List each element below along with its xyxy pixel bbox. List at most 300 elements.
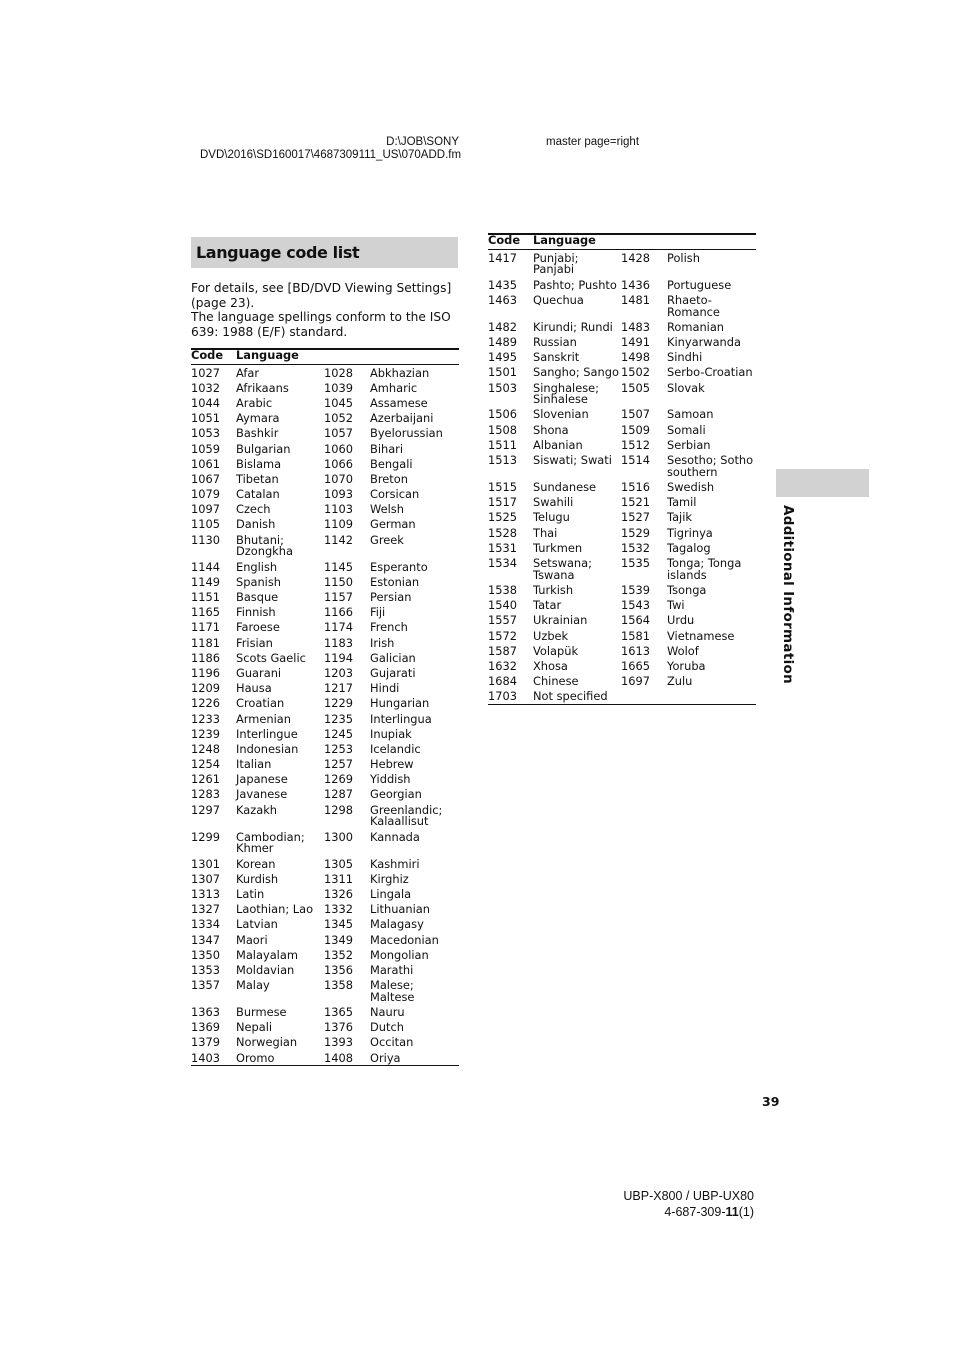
language-cell: English (236, 559, 278, 574)
language-cell: Bulgarian (236, 441, 291, 456)
code-cell: 1039 (324, 380, 353, 395)
language-cell: French (370, 620, 408, 635)
language-cell: Marathi (370, 962, 414, 977)
intro-paragraph-2: The language spellings conform to the ISO 639: 1988 (E/F) standard. (191, 310, 451, 339)
language-cell: Nepali (236, 1020, 273, 1035)
intro-paragraph-1: For details, see [BD/DVD Viewing Settings] (page 23). (191, 281, 452, 310)
code-cell: 1165 (191, 605, 220, 620)
language-cell: Urdu (667, 613, 695, 628)
code-cell: 1044 (191, 395, 220, 410)
language-cell: Finnish (236, 605, 276, 620)
language-cell: Punjabi; Panjabi (533, 250, 579, 277)
language-cell: Faroese (236, 620, 280, 635)
language-cell: Lithuanian (370, 902, 430, 917)
language-cell: Kurdish (236, 871, 279, 886)
code-cell: 1505 (621, 380, 650, 395)
code-cell: 1150 (324, 574, 353, 589)
language-cell: Malagasy (370, 917, 424, 932)
code-cell: 1028 (324, 365, 353, 380)
code-cell: 1203 (324, 665, 353, 680)
code-cell: 1326 (324, 886, 353, 901)
page-number: 39 (762, 1094, 780, 1109)
language-cell: Bashkir (236, 426, 279, 441)
language-cell: Vietnamese (667, 628, 735, 643)
code-cell: 1587 (488, 643, 517, 658)
language-cell: Hebrew (370, 757, 414, 772)
code-cell: 1489 (488, 334, 517, 349)
language-cell: Czech (236, 502, 271, 517)
code-cell: 1059 (191, 441, 220, 456)
master-page-label: master page=right (546, 136, 640, 148)
code-cell: 1665 (621, 658, 650, 673)
code-cell: 1254 (191, 757, 220, 772)
language-cell: Lingala (370, 886, 412, 901)
code-cell: 1703 (488, 691, 533, 704)
language-cell: Uzbek (533, 628, 569, 643)
language-cell: Greek (370, 532, 404, 547)
language-cell: Polish (667, 250, 700, 265)
section-side-tab (776, 469, 869, 497)
language-cell: Turkmen (533, 540, 583, 555)
code-cell: 1511 (488, 437, 517, 452)
code-cell: 1376 (324, 1020, 353, 1035)
language-cell: Hungarian (370, 696, 430, 711)
language-cell: Tagalog (667, 540, 711, 555)
language-cell: Kashmiri (370, 856, 420, 871)
language-cell: Occitan (370, 1035, 414, 1050)
language-cell: Frisian (236, 635, 273, 650)
code-cell: 1363 (191, 1005, 220, 1020)
code-cell: 1093 (324, 487, 353, 502)
language-cell: Slovak (667, 380, 705, 395)
code-cell: 1352 (324, 947, 353, 962)
table-row (191, 980, 459, 1007)
code-cell: 1365 (324, 1005, 353, 1020)
language-cell: Tibetan (236, 471, 279, 486)
language-cell: Galician (370, 650, 416, 665)
code-cell: 1517 (488, 495, 517, 510)
file-path-header (200, 136, 462, 162)
code-cell: 1379 (191, 1035, 220, 1050)
language-cell: Sindhi (667, 350, 703, 365)
section-title: Language code list (196, 243, 360, 262)
table-row (488, 383, 756, 410)
code-cell: 1257 (324, 757, 353, 772)
table-row (191, 1053, 459, 1066)
language-cell: Swedish (667, 480, 715, 495)
code-cell: 1572 (488, 628, 517, 643)
column-header-language: Language (236, 349, 459, 365)
code-cell: 1350 (191, 947, 220, 962)
code-cell: 1103 (324, 502, 353, 517)
code-cell: 1538 (488, 582, 517, 597)
code-cell: 1697 (621, 674, 650, 689)
code-cell: 1482 (488, 319, 517, 334)
language-cell: Kirundi; Rundi (533, 319, 613, 334)
file-path-line-1: D:\JOB\SONY (386, 136, 459, 148)
code-cell: 1684 (488, 674, 517, 689)
language-cell: Moldavian (236, 962, 295, 977)
language-cell: Estonian (370, 574, 420, 589)
language-cell: Rhaeto-Romance (667, 292, 720, 319)
language-cell: Shona (533, 422, 569, 437)
code-cell: 1532 (621, 540, 650, 555)
language-cell: Burmese (236, 1005, 287, 1020)
code-cell: 1144 (191, 559, 220, 574)
code-cell: 1501 (488, 365, 517, 380)
table-row (488, 455, 756, 482)
table-row (488, 250, 756, 280)
language-cell: Turkish (533, 582, 574, 597)
language-cell: Kannada (370, 829, 420, 844)
language-cell: Macedonian (370, 932, 439, 947)
code-cell: 1403 (191, 1053, 236, 1066)
language-cell: Bislama (236, 456, 282, 471)
language-cell: Malay (236, 978, 270, 993)
code-cell: 1051 (191, 411, 220, 426)
language-cell: Corsican (370, 487, 420, 502)
code-cell: 1345 (324, 917, 353, 932)
language-cell: Spanish (236, 574, 281, 589)
code-cell: 1305 (324, 856, 353, 871)
language-cell: Scots Gaelic (236, 650, 306, 665)
code-cell: 1535 (621, 555, 650, 570)
language-cell: Mongolian (370, 947, 429, 962)
language-cell: Yiddish (370, 772, 411, 787)
code-cell: 1506 (488, 407, 517, 422)
code-cell: 1297 (191, 802, 220, 817)
language-cell: Greenlandic; Kalaallisut (370, 802, 443, 829)
code-cell: 1079 (191, 487, 220, 502)
language-cell: Interlingue (236, 726, 298, 741)
code-cell: 1353 (191, 962, 220, 977)
language-cell: Abkhazian (370, 365, 430, 380)
code-cell: 1435 (488, 277, 517, 292)
code-cell: 1130 (191, 532, 220, 547)
code-cell: 1066 (324, 456, 353, 471)
code-cell: 1298 (324, 802, 353, 817)
language-cell: Malese; Maltese (370, 978, 415, 1004)
language-cell: Yoruba (667, 658, 706, 673)
language-cell: Breton (370, 471, 408, 486)
language-cell: Bhutani; Dzongkha (236, 532, 293, 559)
code-cell: 1174 (324, 620, 353, 635)
language-cell: Japanese (236, 772, 288, 787)
code-cell: 1171 (191, 620, 220, 635)
code-cell: 1503 (488, 380, 517, 395)
column-header-code: Code (191, 349, 236, 365)
language-cell: Thai (533, 525, 558, 540)
code-cell: 1349 (324, 932, 353, 947)
part-suffix: (1) (738, 1205, 754, 1219)
part-bold: 11 (725, 1205, 739, 1219)
code-cell: 1347 (191, 932, 220, 947)
language-cell: Laothian; Lao (236, 902, 314, 917)
language-cell: Latin (236, 886, 265, 901)
language-cell: Zulu (667, 674, 693, 689)
language-cell: Italian (236, 757, 272, 772)
code-cell: 1509 (621, 422, 650, 437)
column-header-code: Code (488, 234, 533, 250)
code-cell: 1313 (191, 886, 220, 901)
code-cell: 1512 (621, 437, 650, 452)
code-cell: 1557 (488, 613, 517, 628)
code-cell: 1053 (191, 426, 220, 441)
code-cell: 1151 (191, 590, 220, 605)
language-cell: Tonga; Tonga islands (667, 555, 742, 582)
code-cell: 1057 (324, 426, 353, 441)
language-cell: Tigrinya (667, 525, 713, 540)
code-cell: 1531 (488, 540, 517, 555)
footer-model: UBP-X800 / UBP-UX80 (623, 1189, 754, 1203)
code-cell: 1097 (191, 502, 220, 517)
language-cell: Chinese (533, 674, 579, 689)
language-cell: Guarani (236, 665, 282, 680)
code-cell: 1514 (621, 453, 650, 468)
language-code-table-left (191, 348, 459, 1066)
language-cell: Sundanese (533, 480, 597, 495)
code-cell: 1194 (324, 650, 353, 665)
language-cell: Bengali (370, 456, 413, 471)
language-cell: Sanskrit (533, 350, 580, 365)
language-cell: Fiji (370, 605, 386, 620)
language-cell: Bihari (370, 441, 404, 456)
code-cell: 1229 (324, 696, 353, 711)
language-cell: Romanian (667, 319, 725, 334)
code-cell: 1540 (488, 598, 517, 613)
code-cell: 1515 (488, 480, 517, 495)
language-cell: Indonesian (236, 741, 299, 756)
code-cell: 1196 (191, 665, 220, 680)
code-cell (621, 691, 667, 704)
language-cell: Wolof (667, 643, 699, 658)
language-cell: Javanese (236, 787, 288, 802)
language-cell: Sangho; Sango (533, 365, 619, 380)
code-cell: 1269 (324, 772, 353, 787)
language-cell: Swahili (533, 495, 574, 510)
language-cell: Welsh (370, 502, 404, 517)
code-cell: 1183 (324, 635, 353, 650)
code-cell: 1428 (621, 250, 650, 265)
language-cell: Afrikaans (236, 380, 289, 395)
language-cell: Catalan (236, 487, 280, 502)
language-cell: Persian (370, 590, 412, 605)
language-cell: Malayalam (236, 947, 298, 962)
language-cell: Kirghiz (370, 871, 409, 886)
language-cell: Danish (236, 517, 276, 532)
code-cell: 1235 (324, 711, 353, 726)
code-cell: 1498 (621, 350, 650, 365)
code-cell: 1356 (324, 962, 353, 977)
code-cell: 1408 (324, 1053, 370, 1066)
column-header-language: Language (533, 234, 756, 250)
code-cell: 1358 (324, 978, 353, 993)
code-cell: 1301 (191, 856, 220, 871)
code-cell: 1109 (324, 517, 353, 532)
table-row (191, 805, 459, 832)
language-cell: Gujarati (370, 665, 416, 680)
language-cell: Croatian (236, 696, 285, 711)
language-cell: Irish (370, 635, 395, 650)
code-cell: 1166 (324, 605, 353, 620)
code-cell: 1525 (488, 510, 517, 525)
language-cell (667, 691, 756, 704)
language-cell: Armenian (236, 711, 291, 726)
language-cell: Volapük (533, 643, 579, 658)
code-cell: 1226 (191, 696, 220, 711)
language-cell: German (370, 517, 416, 532)
code-cell: 1495 (488, 350, 517, 365)
language-cell: Tsonga (667, 582, 707, 597)
code-cell: 1217 (324, 681, 353, 696)
language-cell: Esperanto (370, 559, 428, 574)
code-cell: 1513 (488, 453, 517, 468)
code-cell: 1543 (621, 598, 650, 613)
language-cell: Kinyarwanda (667, 334, 741, 349)
code-cell: 1508 (488, 422, 517, 437)
language-cell: Quechua (533, 292, 584, 307)
language-cell: Georgian (370, 787, 422, 802)
code-cell: 1070 (324, 471, 353, 486)
code-cell: 1307 (191, 871, 220, 886)
code-cell: 1287 (324, 787, 353, 802)
file-path-line-2: DVD\2016\SD160017\4687309111_US\070ADD.fm (200, 149, 462, 161)
code-cell: 1239 (191, 726, 220, 741)
language-cell: Cambodian; Khmer (236, 829, 305, 856)
table-header-row (488, 234, 756, 250)
code-cell: 1417 (488, 250, 517, 265)
code-cell: 1060 (324, 441, 353, 456)
code-cell: 1564 (621, 613, 650, 628)
language-cell: Somali (667, 422, 706, 437)
code-cell: 1300 (324, 829, 353, 844)
code-cell: 1052 (324, 411, 353, 426)
code-cell: 1283 (191, 787, 220, 802)
language-cell: Icelandic (370, 741, 421, 756)
table-row (488, 558, 756, 585)
code-cell: 1516 (621, 480, 650, 495)
code-cell: 1369 (191, 1020, 220, 1035)
code-cell: 1534 (488, 555, 517, 570)
language-cell: Xhosa (533, 658, 568, 673)
section-title-bar (191, 237, 458, 268)
code-cell: 1581 (621, 628, 650, 643)
code-cell: 1027 (191, 365, 220, 380)
intro-text (191, 281, 459, 339)
language-cell: Not specified (533, 691, 621, 704)
language-cell: Assamese (370, 395, 428, 410)
code-cell: 1332 (324, 902, 353, 917)
footer-part-number (580, 1205, 754, 1220)
language-cell: Tajik (667, 510, 692, 525)
code-cell: 1142 (324, 532, 353, 547)
language-cell: Aymara (236, 411, 280, 426)
code-cell: 1311 (324, 871, 353, 886)
code-cell: 1032 (191, 380, 220, 395)
language-cell: Azerbaijani (370, 411, 434, 426)
code-cell: 1334 (191, 917, 220, 932)
code-cell: 1248 (191, 741, 220, 756)
code-cell: 1527 (621, 510, 650, 525)
code-cell: 1521 (621, 495, 650, 510)
code-cell: 1186 (191, 650, 220, 665)
language-cell: Korean (236, 856, 276, 871)
code-cell: 1253 (324, 741, 353, 756)
table-header-row (191, 349, 459, 365)
language-cell: Telugu (533, 510, 570, 525)
language-cell: Slovenian (533, 407, 589, 422)
language-cell: Hausa (236, 681, 272, 696)
code-cell: 1436 (621, 277, 650, 292)
code-cell: 1483 (621, 319, 650, 334)
table-row (488, 295, 756, 322)
language-cell: Inupiak (370, 726, 412, 741)
code-cell: 1105 (191, 517, 220, 532)
section-side-label: Additional Information (780, 505, 796, 684)
language-cell: Afar (236, 365, 260, 380)
language-cell: Dutch (370, 1020, 404, 1035)
code-cell: 1045 (324, 395, 353, 410)
code-cell: 1145 (324, 559, 353, 574)
code-cell: 1261 (191, 772, 220, 787)
language-cell: Norwegian (236, 1035, 298, 1050)
language-cell: Tamil (667, 495, 697, 510)
language-cell: Oriya (370, 1053, 459, 1066)
code-cell: 1157 (324, 590, 353, 605)
language-cell: Arabic (236, 395, 273, 410)
code-cell: 1613 (621, 643, 650, 658)
code-cell: 1507 (621, 407, 650, 422)
table-row (191, 535, 459, 562)
code-cell: 1181 (191, 635, 220, 650)
language-cell: Russian (533, 334, 577, 349)
language-cell: Samoan (667, 407, 714, 422)
code-cell: 1299 (191, 829, 220, 844)
language-cell: Byelorussian (370, 426, 443, 441)
language-cell: Twi (667, 598, 685, 613)
code-cell: 1632 (488, 658, 517, 673)
language-cell: Kazakh (236, 802, 278, 817)
language-cell: Serbian (667, 437, 711, 452)
code-cell: 1149 (191, 574, 220, 589)
language-cell: Latvian (236, 917, 278, 932)
code-cell: 1209 (191, 681, 220, 696)
code-cell: 1529 (621, 525, 650, 540)
language-cell: Hindi (370, 681, 400, 696)
language-cell: Serbo-Croatian (667, 365, 753, 380)
language-cell: Sesotho; Sotho southern (667, 453, 754, 479)
code-cell: 1539 (621, 582, 650, 597)
code-cell: 1067 (191, 471, 220, 486)
code-cell: 1061 (191, 456, 220, 471)
language-cell: Tatar (533, 598, 562, 613)
language-cell: Setswana; Tswana (533, 555, 592, 582)
code-cell: 1528 (488, 525, 517, 540)
language-cell: Oromo (236, 1053, 324, 1066)
code-cell: 1393 (324, 1035, 353, 1050)
language-code-table-right (488, 233, 756, 705)
language-cell: Siswati; Swati (533, 453, 612, 468)
part-prefix: 4-687-309- (664, 1205, 726, 1219)
language-cell: Singhalese; Sinhalese (533, 380, 599, 407)
code-cell: 1233 (191, 711, 220, 726)
language-cell: Pashto; Pushto (533, 277, 617, 292)
language-cell: Amharic (370, 380, 418, 395)
language-cell: Ukrainian (533, 613, 588, 628)
table-row (191, 832, 459, 859)
language-cell: Albanian (533, 437, 583, 452)
code-cell: 1502 (621, 365, 650, 380)
